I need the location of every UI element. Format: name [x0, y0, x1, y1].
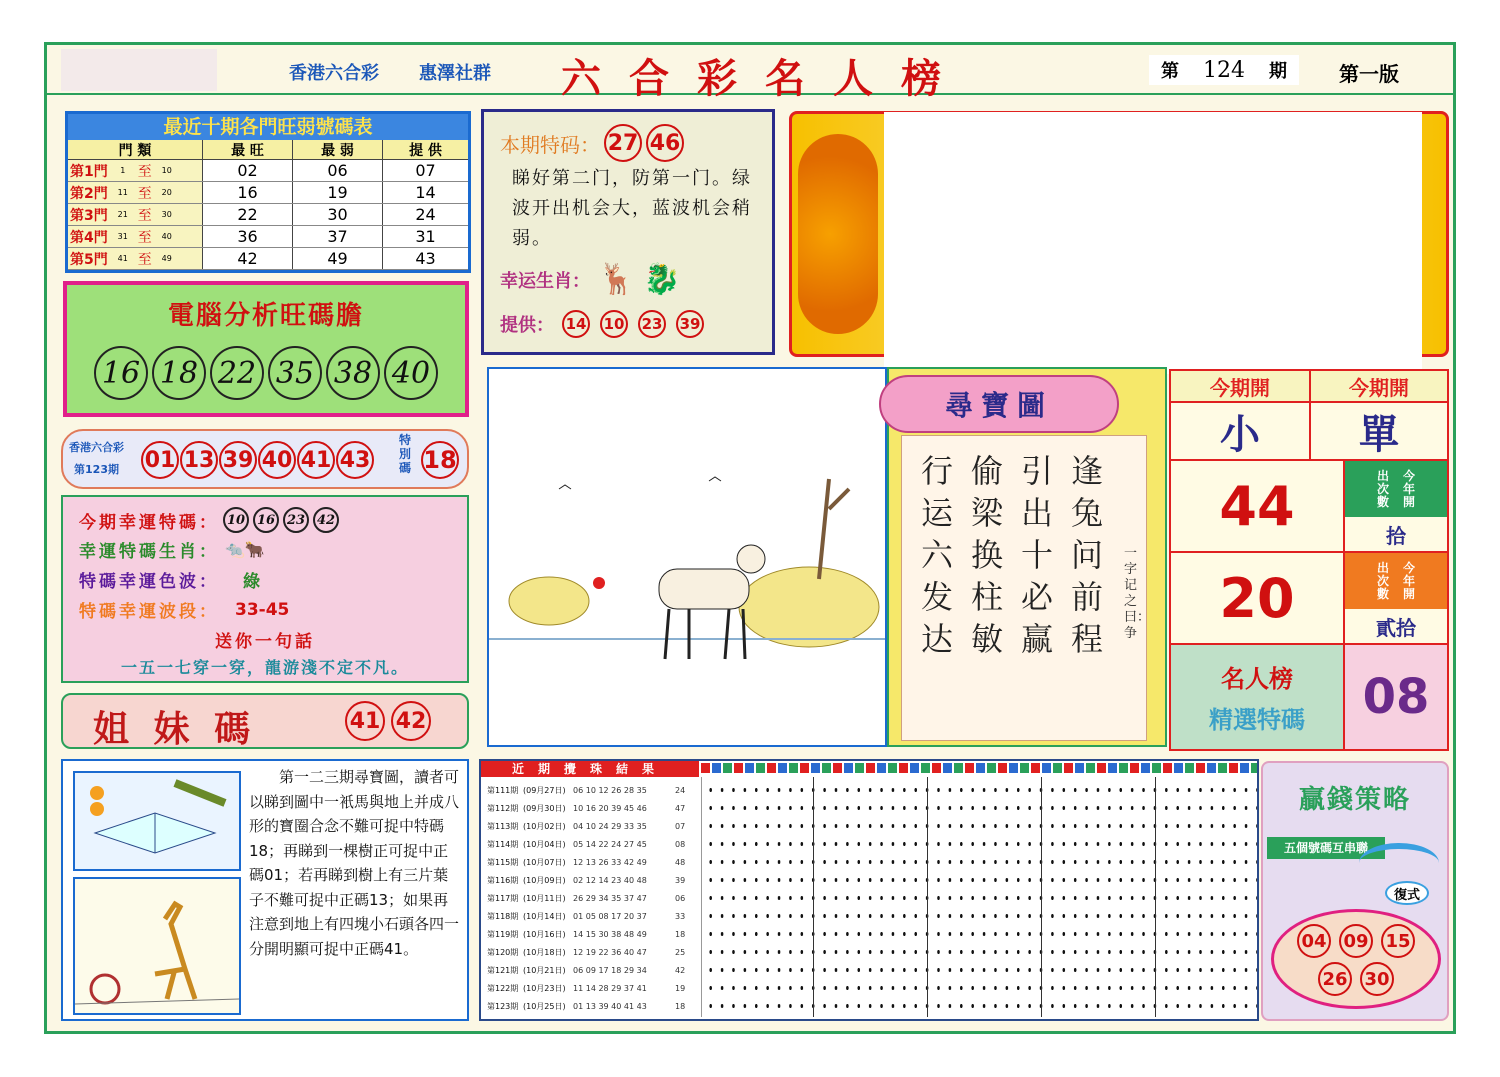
recent-date: (10月18日): [523, 947, 566, 957]
cell-max: 36: [202, 226, 292, 247]
brand-hk: 香港六合彩: [289, 63, 379, 84]
door-label: 第5門: [70, 251, 108, 268]
strategy-title: 贏錢策略: [1298, 785, 1411, 815]
table-header-max: 最 旺: [202, 140, 292, 159]
computer-analysis: [63, 281, 469, 417]
computer-ball: 16: [94, 346, 148, 400]
edition-label: 第一版: [1339, 62, 1399, 86]
dog-illustration: [489, 369, 885, 745]
door-to-word: 至: [137, 207, 152, 224]
door-label: 第1門: [70, 163, 108, 180]
cell-give: 24: [382, 204, 468, 225]
last-numbers: [141, 441, 374, 479]
recent-numbers: 06 09 17 18 29 34: [573, 965, 647, 975]
strategy-ball: 30: [1360, 962, 1394, 996]
door-cell: [68, 248, 202, 269]
recent-special: 18: [675, 929, 686, 939]
recent-special: 25: [675, 947, 686, 957]
famous-pick-number: 08: [1345, 645, 1447, 749]
result-number-20: 20: [1171, 553, 1345, 645]
result-small: 小: [1171, 403, 1311, 461]
cell-max: 16: [202, 182, 292, 203]
recent-results: [479, 759, 1259, 1021]
giraffe-illustration: [73, 877, 241, 1015]
recent-table: [487, 781, 697, 1015]
recent-row: [487, 781, 697, 799]
issue-number: 124: [1203, 57, 1245, 83]
table-header-min: 最 弱: [292, 140, 382, 159]
year-label-2: 今年開: [1403, 560, 1416, 601]
treasure-title-scroll: [879, 375, 1119, 433]
lucky-range: 33-45: [235, 599, 290, 620]
lucky-label-2: 幸運特碼生肖：: [79, 542, 219, 562]
computer-title: 電腦分析旺碼膽: [167, 301, 364, 331]
recent-row: [487, 835, 697, 853]
result-number-44: 44: [1171, 461, 1345, 553]
count-box-1-head: [1345, 461, 1447, 517]
issue-box: [1149, 55, 1299, 85]
recent-numbers: 01 05 08 17 20 37: [573, 911, 647, 921]
count-value-2: 貳拾: [1345, 609, 1447, 643]
give-ball: 14: [562, 310, 590, 338]
recent-numbers: 11 14 28 29 37 41: [573, 983, 647, 993]
brand-community: 惠澤社群: [419, 63, 491, 84]
recent-special: 18: [675, 1001, 686, 1011]
last-label-1: 香港六合彩: [69, 441, 124, 454]
cell-max: 42: [202, 248, 292, 269]
recent-special: 47: [675, 803, 686, 813]
cell-min: 06: [292, 160, 382, 181]
poem-column: 引出十必赢: [1020, 452, 1053, 658]
door-cell: [68, 204, 202, 225]
give-ball: 23: [638, 310, 666, 338]
recent-date: (10月23日): [523, 983, 566, 993]
sister-numbers: [345, 701, 431, 741]
zodiac-label: 幸运生肖：: [500, 270, 590, 292]
table-header-door: 門 類: [118, 143, 152, 159]
give-ball: 39: [676, 310, 704, 338]
sister-ball: 41: [345, 701, 385, 741]
lucky-row-3: [79, 567, 260, 592]
sister-ball: 42: [391, 701, 431, 741]
cell-max: 02: [202, 160, 292, 181]
give-row: [500, 310, 704, 338]
lucky-phrase: 一五一七穿一穿，龍游淺不定不凡。: [120, 658, 409, 677]
recent-special: 06: [675, 893, 686, 903]
poem-column: 逢兔问前程: [1070, 452, 1103, 658]
last-draw: [61, 429, 469, 489]
door-to-word: 至: [137, 163, 152, 180]
table-header-give: 提 供: [382, 140, 468, 159]
dragon-art-left: [798, 134, 878, 334]
special-numbers: [604, 124, 684, 162]
table-row: [68, 182, 468, 204]
cell-give: 31: [382, 226, 468, 247]
treasure-title: 尋寶圖: [944, 389, 1053, 422]
strategy-ball: 04: [1297, 924, 1331, 958]
strategy-subtitle: 五個號碼互串聯: [1267, 837, 1385, 859]
treasure-scroll: [901, 435, 1151, 741]
recent-date: (10月16日): [523, 929, 566, 939]
count-box-2: [1345, 553, 1447, 645]
issue-prefix: 第: [1161, 61, 1179, 82]
special-code-box: [481, 109, 775, 355]
computer-ball: 35: [268, 346, 322, 400]
recent-period: 第120期: [487, 947, 519, 957]
sister-label: 姐 妹 碼: [93, 708, 257, 750]
door-to-word: 至: [137, 251, 152, 268]
lucky-row-4: [79, 597, 289, 622]
trend-grid: [701, 777, 1257, 1017]
explanation-box: [61, 759, 469, 1021]
compound-label: 復式: [1385, 881, 1429, 905]
recent-special: 33: [675, 911, 686, 921]
last-ball: 01: [141, 441, 179, 479]
door-label: 第2門: [70, 185, 108, 202]
recent-period: 第119期: [487, 929, 519, 939]
computer-ball: 40: [384, 346, 438, 400]
door-from: 1: [120, 166, 126, 175]
special-text: 睇好第二门，防第一门。绿波开出机会大，蓝波机会稍弱。: [512, 168, 752, 249]
recent-date: (10月11日): [523, 893, 566, 903]
table-header: [68, 140, 468, 160]
recent-date: (09月27日): [523, 785, 566, 795]
last-ball: 40: [258, 441, 296, 479]
issue-suffix: 期: [1269, 61, 1287, 82]
strategy-ball: 15: [1381, 924, 1415, 958]
door-to: 40: [161, 232, 172, 241]
recent-numbers: 26 29 34 35 37 47: [573, 893, 647, 903]
newspaper-page: [44, 42, 1456, 1034]
recent-numbers: 12 19 22 36 40 47: [573, 947, 647, 957]
recent-row: [487, 979, 697, 997]
lucky-ball: 23: [283, 507, 309, 533]
recent-period: 第116期: [487, 875, 519, 885]
lucky-ball: 16: [253, 507, 279, 533]
recent-numbers: 12 13 26 33 42 49: [573, 857, 647, 867]
count-value-1: 拾: [1345, 517, 1447, 551]
door-from: 21: [117, 210, 128, 219]
last-ball: 39: [219, 441, 257, 479]
door-cell: [68, 182, 202, 203]
recent-date: (10月04日): [523, 839, 566, 849]
recent-period: 第112期: [487, 803, 519, 813]
recent-numbers: 01 13 39 40 41 43: [573, 1001, 647, 1011]
recent-special: 08: [675, 839, 686, 849]
table-row: [68, 226, 468, 248]
door-from: 31: [117, 232, 128, 241]
door-to: 30: [161, 210, 172, 219]
recent-date: (10月09日): [523, 875, 566, 885]
recent-row: [487, 889, 697, 907]
computer-ball: 38: [326, 346, 380, 400]
poem-column: 行运六发达: [920, 452, 953, 658]
door-from: 11: [117, 188, 128, 197]
blank-cover: [884, 112, 1422, 374]
lucky-numbers: [223, 507, 339, 533]
cell-give: 07: [382, 160, 468, 181]
recent-numbers: 02 12 14 23 40 48: [573, 875, 647, 885]
wave-icon: [1359, 843, 1439, 883]
recent-numbers: 04 10 24 29 33 35: [573, 821, 647, 831]
strong-weak-table: [65, 111, 471, 273]
recent-period: 第118期: [487, 911, 519, 921]
recent-row: [487, 925, 697, 943]
give-numbers: [562, 310, 704, 338]
last-special-ball: 18: [421, 441, 459, 479]
deer-icon: 🦌: [598, 262, 636, 297]
recent-period: 第113期: [487, 821, 519, 831]
trend-divider-4: [1155, 777, 1156, 1017]
treasure-map: [887, 367, 1167, 747]
cartoon-scene: [487, 367, 887, 747]
recent-special: 19: [675, 983, 686, 993]
recent-special: 48: [675, 857, 686, 867]
recent-row: [487, 817, 697, 835]
trend-divider-2: [927, 777, 928, 1017]
count-box-2-head: [1345, 553, 1447, 609]
poem-column: 偷梁换柱敏: [970, 452, 1003, 658]
recent-period: 第122期: [487, 983, 519, 993]
lucky-ball: 42: [313, 507, 339, 533]
header: [47, 45, 1453, 102]
ball-strip: [701, 763, 1257, 773]
recent-special: 42: [675, 965, 686, 975]
result-head-1: 今期開: [1171, 371, 1311, 403]
cell-give: 43: [382, 248, 468, 269]
year-label-1: 今年開: [1403, 468, 1416, 509]
lucky-label-4: 特碼幸運波段：: [79, 602, 219, 622]
recent-date: (10月21日): [523, 965, 566, 975]
cell-min: 19: [292, 182, 382, 203]
lucky-phrase-title: 送你一句話: [215, 632, 315, 652]
door-to: 20: [161, 188, 172, 197]
recent-row: [487, 853, 697, 871]
famous-pick-label-2: 精選特碼: [1209, 706, 1305, 734]
table-title: 最近十期各門旺弱號碼表: [68, 114, 468, 140]
strategy-ball: 26: [1318, 962, 1352, 996]
zodiac-row: [500, 262, 681, 297]
last-label: [69, 439, 124, 477]
recent-special: 07: [675, 821, 686, 831]
lucky-row-1: [79, 507, 339, 533]
results-panel: [1169, 369, 1449, 751]
page-title: 六合彩名人榜: [561, 55, 969, 102]
rat-icon: 🐀🐂: [225, 540, 265, 559]
recent-numbers: 10 16 20 39 45 46: [573, 803, 647, 813]
lucky-color: 綠: [243, 572, 260, 592]
door-to: 10: [161, 166, 172, 175]
table-row: [68, 160, 468, 182]
recent-period: 第114期: [487, 839, 519, 849]
explanation-text: 第一二三期尋寶圖，讀者可以睇到圖中一衹馬與地上并成八形的寶圈合念不難可捉中特碼18；再睇到一棵樹正可捉中正碼01；若再睇到樹上有三片葉子不難可捉中正碼13；如果再注意到地上有四塊小石頭各四一分開明顯可捉中正碼41。: [249, 768, 460, 958]
door-to: 49: [161, 254, 172, 263]
recent-date: (10月25日): [523, 1001, 566, 1011]
strategy-ellipse: [1271, 909, 1441, 1009]
recent-numbers: 06 10 12 26 28 35: [573, 785, 647, 795]
table-row: [68, 204, 468, 226]
door-to-word: 至: [137, 229, 152, 246]
recent-date: (10月14日): [523, 911, 566, 921]
last-label-2: 第123期: [74, 463, 119, 476]
door-label: 第3門: [70, 207, 108, 224]
trend-divider-1: [813, 777, 814, 1017]
recent-special: 39: [675, 875, 686, 885]
recent-row: [487, 943, 697, 961]
cell-give: 14: [382, 182, 468, 203]
dragon-icon: 🐉: [643, 262, 681, 297]
win-strategy: [1261, 761, 1449, 1021]
lucky-label-3: 特碼幸運色波：: [79, 572, 219, 592]
recent-numbers: 05 14 22 24 27 45: [573, 839, 647, 849]
door-label: 第4門: [70, 229, 108, 246]
last-ball: 13: [180, 441, 218, 479]
special-label: 特別碼: [399, 433, 412, 475]
count-label-1: 出次數: [1377, 468, 1390, 509]
give-label: 提供：: [500, 315, 554, 336]
recent-date: (09月30日): [523, 803, 566, 813]
special-ball: 27: [604, 124, 642, 162]
banner-image: [789, 111, 1449, 357]
computer-numbers: [67, 346, 465, 400]
strategy-numbers: [1274, 912, 1438, 996]
door-cell: [68, 160, 202, 181]
lucky-ball: 10: [223, 507, 249, 533]
table-row: [68, 248, 468, 270]
result-odd: 單: [1311, 403, 1447, 461]
recent-period: 第121期: [487, 965, 519, 975]
recent-row: [487, 871, 697, 889]
recent-date: (10月07日): [523, 857, 566, 867]
special-ball: 46: [646, 124, 684, 162]
cell-min: 49: [292, 248, 382, 269]
lucky-label-1: 今期幸運特碼：: [79, 512, 219, 533]
recent-row: [487, 799, 697, 817]
lucky-row-2: [79, 537, 265, 562]
last-ball: 41: [297, 441, 335, 479]
count-box-1: [1345, 461, 1447, 553]
computer-ball: 22: [210, 346, 264, 400]
recent-period: 第115期: [487, 857, 519, 867]
door-cell: [68, 226, 202, 247]
recent-special: 24: [675, 785, 686, 795]
recent-period: 第123期: [487, 1001, 519, 1011]
special-label: 本期特码：: [500, 132, 600, 157]
count-label-2: 出次數: [1377, 560, 1390, 601]
famous-pick: [1171, 645, 1345, 749]
famous-pick-label-1: 名人榜: [1221, 665, 1293, 693]
table-body: [68, 160, 468, 270]
blank-logo-area: [61, 49, 217, 91]
book-illustration: [73, 771, 241, 871]
last-ball: 43: [336, 441, 374, 479]
trend-divider-3: [1041, 777, 1042, 1017]
recent-row: [487, 997, 697, 1015]
treasure-side: 一字记之曰：争: [1124, 546, 1151, 641]
recent-period: 第111期: [487, 785, 519, 795]
door-to-word: 至: [137, 185, 152, 202]
recent-row: [487, 961, 697, 979]
cell-min: 37: [292, 226, 382, 247]
recent-date: (10月02日): [523, 821, 566, 831]
special-row: [500, 124, 684, 162]
cell-max: 22: [202, 204, 292, 225]
treasure-poem: [916, 450, 1108, 660]
recent-numbers: 14 15 30 38 48 49: [573, 929, 647, 939]
recent-row: [487, 907, 697, 925]
recent-title: 近期攪珠結果: [481, 761, 699, 777]
door-from: 41: [117, 254, 128, 263]
strategy-ball: 09: [1339, 924, 1373, 958]
computer-ball: 18: [152, 346, 206, 400]
lucky-box: [61, 495, 469, 683]
give-ball: 10: [600, 310, 628, 338]
cell-min: 30: [292, 204, 382, 225]
result-head-2: 今期開: [1311, 371, 1447, 403]
sister-code: [61, 693, 469, 749]
recent-period: 第117期: [487, 893, 519, 903]
